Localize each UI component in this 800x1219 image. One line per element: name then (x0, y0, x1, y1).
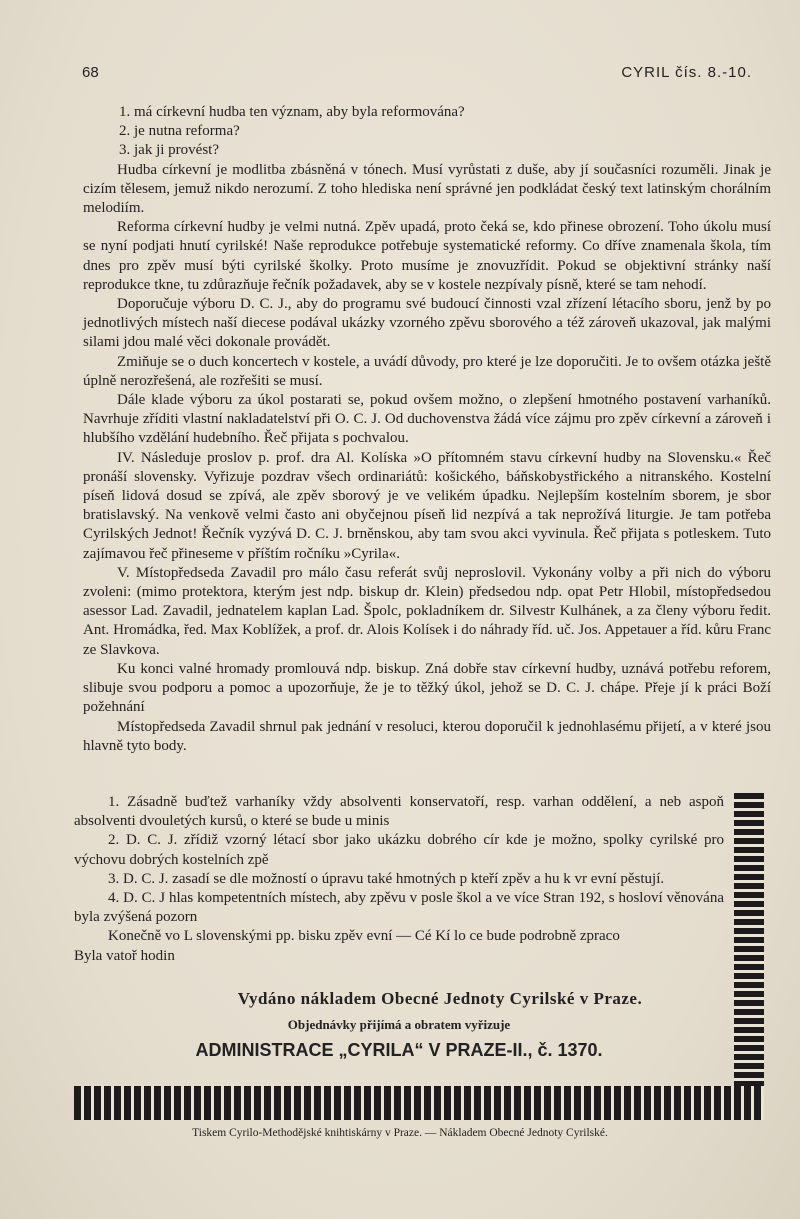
paragraph: Hudba církevní je modlitba zbásněná v tónech. Musí vyrůstati z duše, aby jí současníci rozuměli. Jinak je cizím tělesem, jemuž nikdo nerozumí. Z toho hlediska není správné jen podkládat český text latinským chorálním melodiím. (83, 161, 771, 217)
resolution-item: Konečně vo L slovenskými pp. bisku zpěv evní — Cé Kí lo ce bude podrobně zpraco (108, 928, 620, 945)
publisher-line: Vydáno nákladem Obecné Jednoty Cyrilské v Praze. (237, 989, 643, 1008)
resolution-item: 4. D. C. J hlas kompetentních místech, aby zpěvu v posle škol a ve více Stran 192, s hosloví věnována byla zvýšená pozorn (74, 890, 724, 926)
administration-line: ADMINISTRACE „CYRILA“ V PRAZE-II., č. 1370. (195, 1040, 603, 1060)
question-1: 1. má církevní hudba ten význam, aby byla reformována? (119, 104, 465, 120)
resolution-item: 2. D. C. J. zřídiž vzorný létací sbor jako ukázku dobrého cír kde je možno, spolky cyrilské pro výchovu dobrých kostelních zpě (74, 832, 724, 868)
resolution-item: Byla vatoř hodin (74, 947, 175, 964)
paragraph: V. Místopředseda Zavadil pro málo času referát svůj neproslovil. Vykonány volby a při nich do výboru zvoleni: (mimo protektora, kterým jest ndp. biskup dr. Klein) předsedou ndp. opat Petr Hlobil, místopředsedou asessor Lad. Zavadil, jednatelem kaplan Lad. Špolc, pokladníkem dr. Silvestr Kulhánek, a za členy výboru ředit. Ant. Hromádka, řed. Max Koblížek, a prof. dr. Alois Kolísek i do náhrady říd. uč. Jos. Appetauer a říd. kůru Franc ze Slavkova. (83, 564, 771, 658)
decorative-horizontal-bar (74, 1086, 764, 1120)
orders-line: Objednávky přijímá a obratem vyřizuje (287, 1017, 511, 1032)
resolution-item: 3. D. C. J. zasadí se dle možností o úpravu také hmotných p kteří zpěv a hu k vr evní pěstují. (108, 870, 665, 887)
resolution-item: 1. Zásadně buďtež varhaníky vždy absolventi konservatoří, resp. varhan oddělení, a neb aspoň absolventi dvouletých kursů, o které se bude u minis (74, 794, 724, 830)
advertisement-block (74, 793, 764, 1120)
paragraph: Dále klade výboru za úkol postarati se, pokud ovšem možno, o zlepšení hmotného postavení varhaníků. Navrhuje zříditi vlastní nakladatelství při O. C. J. Od duchovenstva žádá více zájmu pro zpěv církevní a zároveň i hlubšího vzdělání hudebního. Řeč přijata s pochvalou. (83, 392, 771, 447)
paragraph: IV. Následuje proslov p. prof. dra Al. Kolíska »O přítomném stavu církevní hudby na Slovensku.« Řeč pronáší slovensky. Vyřizuje pozdrav všech ordinariátů: košického, báňskobystřického a nitranského. Kostelní píseň lidová dosud se zpívá, ale zpěv sborový je ve velikém úpadku. Nejlepším kostelním sborem, je sbor bratislavský. Na venkově velmi často ani obyčejnou píseň lid nezpívá a tak neprožívá liturgie. Je tam potřeba Cyrilských Jednot! Řečník vyzývá D. C. J. brněnskou, aby tam svou akci vyvinula. Řeč přijata s potleskem. Tuto zajímavou řeč přineseme v příštím ročníku »Cyrila«. (83, 449, 771, 562)
paragraph: Zmiňuje se o duch koncertech v kostele, a uvádí důvody, pro které je lze doporučiti. Je to ovšem otázka ještě úplně nerozřešená, ale rozřešiti se musí. (83, 353, 771, 389)
paragraph: Reforma církevní hudby je velmi nutná. Zpěv upadá, proto čeká se, kdo přinese obrození. Toho úkolu musí se nyní podjati hnutí cyrilské! Naše reprodukce potřebuje systematické reformy. Co dříve znamenala škola, tím dnes pro zpěv musí býti cyrilské školky. Proto musíme je znovuzřídit. Pokud se objektivní stránky naší reprodukce tkne, tu zdůrazňuje řečník požadavek, aby se v kostele nezpívaly písně, které se tam nehodí. (83, 219, 771, 293)
paragraph: Ku konci valné hromady promlouvá ndp. biskup. Zná dobře stav církevní hudby, uznává potřebu reforem, slibuje svou podporu a pomoc a upozorňuje, že je to těžký úkol, jehož se D. C. J. chápe. Přeje jí k práci Boží požehnání (83, 660, 771, 716)
decorative-vertical-bar (734, 793, 764, 1113)
paragraph: Doporučuje výboru D. C. J., aby do programu své budoucí činnosti vzal zřízení létacího sboru, jenž by po jednotlivých místech naší diecese podával ukázky vzorného zpěvu sborového a též zároveň ukazoval, jak malými silami jdou malé věci dokonale provádět. (83, 296, 771, 351)
article-body (83, 103, 771, 756)
paragraph: Místopředseda Zavadil shrnul pak jednání v resoluci, kterou doporučil k jednohlasému přijetí, a v které jsou hlavně tyto body. (83, 718, 771, 754)
resolution-list (74, 793, 724, 966)
page-number: 68 (82, 64, 99, 81)
printer-footer: Tiskem Cyrilo-Methodějské knihtiskárny v Praze. — Nákladem Obecné Jednoty Cyrilské. (192, 1127, 608, 1139)
question-3: 3. jak ji provést? (119, 142, 219, 159)
question-2: 2. je nutna reforma? (119, 123, 240, 140)
running-title: CYRIL čís. 8.-10. (621, 64, 752, 81)
